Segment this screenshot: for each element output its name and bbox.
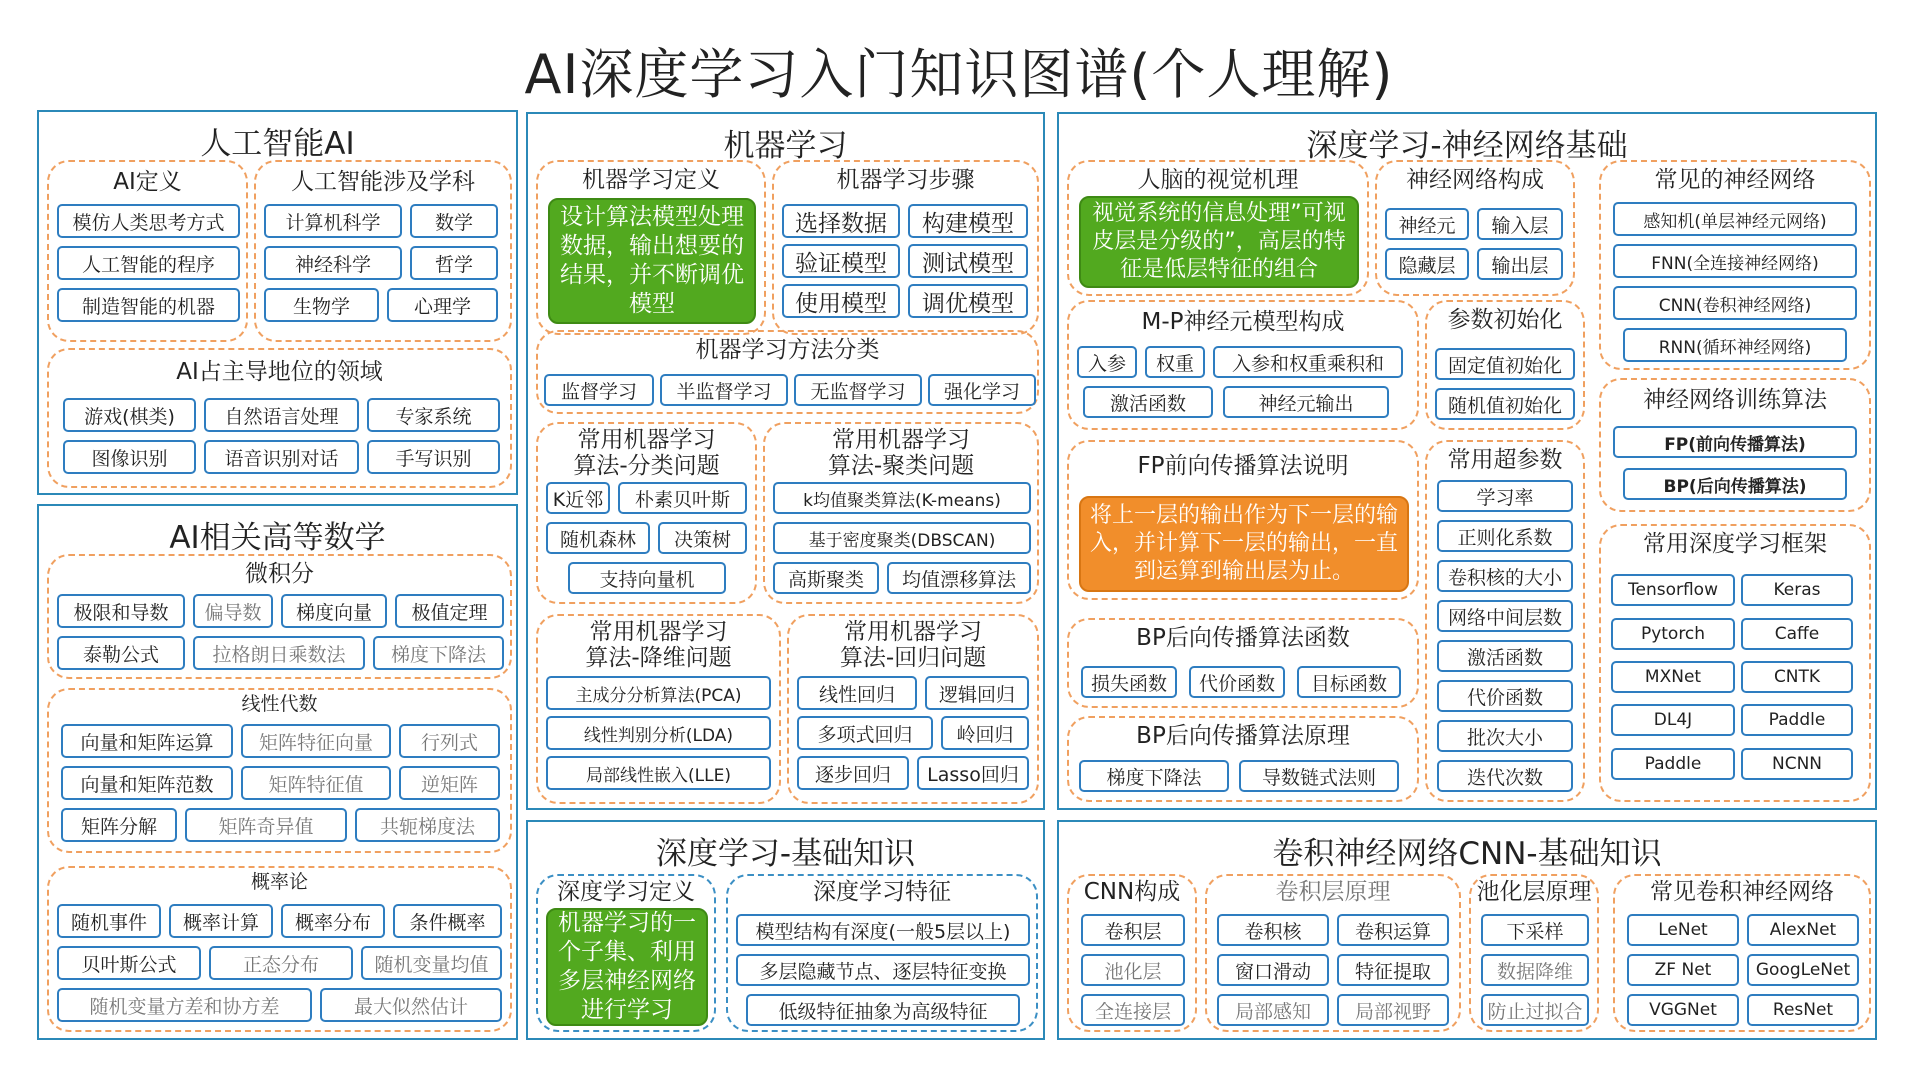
panel-math-title: AI相关高等数学 bbox=[169, 520, 386, 556]
node: 感知机(单层神经元网络) bbox=[1613, 202, 1857, 236]
node: 向量和矩阵范数 bbox=[61, 766, 233, 800]
node: 随机变量均值 bbox=[361, 946, 502, 980]
node: 线性判别分析(LDA) bbox=[546, 716, 771, 750]
node: 卷积层 bbox=[1081, 914, 1185, 946]
node: 哲学 bbox=[410, 246, 498, 280]
node: 随机森林 bbox=[546, 522, 650, 554]
node: 泰勒公式 bbox=[57, 636, 185, 670]
group-ai-subjects bbox=[254, 160, 512, 342]
node: 特征提取 bbox=[1337, 954, 1449, 986]
node: 拉格朗日乘数法 bbox=[193, 636, 365, 670]
node: 梯度下降法 bbox=[373, 636, 504, 670]
group-title: BP后向传播算法原理 bbox=[1136, 723, 1350, 749]
panel-ml-title: 机器学习 bbox=[723, 128, 848, 164]
group-title: 机器学习方法分类 bbox=[695, 337, 880, 363]
node: 数学 bbox=[410, 204, 498, 238]
group-cnn-composition bbox=[1067, 874, 1197, 1032]
node: 激活函数 bbox=[1437, 640, 1573, 672]
group-common-cnn bbox=[1613, 874, 1871, 1032]
node: 神经元输出 bbox=[1223, 386, 1389, 418]
node: 模仿人类思考方式 bbox=[57, 204, 240, 238]
group-title: 常用深度学习框架 bbox=[1643, 531, 1827, 557]
node: 极值定理 bbox=[395, 594, 504, 628]
node: 导数链式法则 bbox=[1239, 760, 1399, 792]
node: 逐步回归 bbox=[797, 756, 909, 790]
node: Lasso回归 bbox=[917, 756, 1029, 790]
node: RNN(循环神经网络) bbox=[1623, 328, 1847, 362]
group-ml-regression bbox=[787, 614, 1039, 804]
node: 逆矩阵 bbox=[399, 766, 500, 800]
group-nn-composition bbox=[1375, 160, 1575, 296]
node: 游戏(棋类) bbox=[63, 398, 196, 432]
node: Caffe bbox=[1741, 618, 1853, 650]
group-title: 常用机器学习 算法-分类问题 bbox=[573, 427, 720, 479]
node: 入参和权重乘积和 bbox=[1213, 346, 1403, 378]
node: 代价函数 bbox=[1437, 680, 1573, 712]
node: 共轭梯度法 bbox=[355, 808, 500, 842]
node: CNN(卷积神经网络) bbox=[1613, 286, 1857, 320]
node: 随机事件 bbox=[57, 904, 161, 938]
node: 岭回归 bbox=[941, 716, 1029, 750]
node: 高斯聚类 bbox=[773, 562, 879, 594]
node: 最大似然估计 bbox=[320, 988, 502, 1022]
node: VGGNet bbox=[1627, 994, 1739, 1026]
node: 池化层 bbox=[1081, 954, 1185, 986]
node: 正态分布 bbox=[209, 946, 353, 980]
group-dl-frameworks bbox=[1599, 524, 1871, 802]
panel-ai-title: 人工智能AI bbox=[200, 126, 355, 162]
node: 低级特征抽象为高级特征 bbox=[746, 994, 1020, 1026]
node: 局部视野 bbox=[1337, 994, 1449, 1026]
node: 固定值初始化 bbox=[1435, 348, 1575, 380]
node: ZF Net bbox=[1627, 954, 1739, 986]
node: 输出层 bbox=[1477, 248, 1563, 280]
node: 行列式 bbox=[399, 724, 500, 758]
node: GoogLeNet bbox=[1747, 954, 1859, 986]
panel-nn bbox=[1057, 112, 1877, 810]
node: 主成分分析算法(PCA) bbox=[546, 676, 771, 710]
group-calculus bbox=[47, 554, 512, 679]
node: 自然语言处理 bbox=[204, 398, 359, 432]
group-ai-fields bbox=[47, 348, 512, 488]
group-conv-layer bbox=[1205, 874, 1461, 1032]
node: 计算机科学 bbox=[264, 204, 402, 238]
node: 入参 bbox=[1077, 346, 1137, 378]
node: 矩阵特征值 bbox=[241, 766, 391, 800]
node: 支持向量机 bbox=[568, 562, 726, 594]
page-title: AI深度学习入门知识图谱(个人理解) bbox=[524, 43, 1394, 106]
group-ml-steps bbox=[772, 160, 1039, 335]
group-title: 卷积层原理 bbox=[1275, 879, 1391, 905]
node: 激活函数 bbox=[1083, 386, 1213, 418]
node: Pytorch bbox=[1611, 618, 1735, 650]
node: 人工智能的程序 bbox=[57, 246, 240, 280]
group-title: 机器学习定义 bbox=[582, 167, 720, 193]
group-probability bbox=[47, 866, 512, 1032]
panel-math bbox=[37, 504, 518, 1040]
group-title: 深度学习特征 bbox=[813, 879, 951, 905]
group-hyperparameters bbox=[1425, 440, 1585, 802]
group-dl-features bbox=[726, 874, 1038, 1032]
group-ai-definition bbox=[47, 160, 248, 342]
node: 无监督学习 bbox=[794, 374, 922, 406]
node: 迭代次数 bbox=[1437, 760, 1573, 792]
node: ResNet bbox=[1747, 994, 1859, 1026]
panel-cnn bbox=[1057, 820, 1877, 1040]
group-title: 参数初始化 bbox=[1447, 307, 1563, 333]
node: Paddle bbox=[1611, 748, 1735, 780]
node: 构建模型 bbox=[908, 204, 1028, 238]
node: Tensorflow bbox=[1611, 574, 1735, 606]
node: 目标函数 bbox=[1297, 666, 1401, 698]
group-title: FP前向传播算法说明 bbox=[1137, 453, 1349, 479]
node: 矩阵奇异值 bbox=[185, 808, 347, 842]
node: 卷积核的大小 bbox=[1437, 560, 1573, 592]
node: 矩阵分解 bbox=[61, 808, 177, 842]
group-bp-principle bbox=[1067, 716, 1419, 802]
group-ml-clustering bbox=[763, 422, 1039, 604]
node: 向量和矩阵运算 bbox=[61, 724, 233, 758]
fp-algorithm-text: 将上一层的输出作为下一层的输入，并计算下一层的输出，一直到运算到输出层为止。 bbox=[1079, 496, 1409, 592]
group-fp-algorithm bbox=[1067, 440, 1419, 600]
node: 偏导数 bbox=[193, 594, 273, 628]
group-ml-classification bbox=[536, 422, 757, 604]
node: 语音识别对话 bbox=[204, 440, 359, 474]
node: 损失函数 bbox=[1081, 666, 1177, 698]
node: 使用模型 bbox=[782, 284, 900, 318]
node: 神经科学 bbox=[264, 246, 402, 280]
group-title: M-P神经元模型构成 bbox=[1141, 309, 1345, 335]
group-title: 线性代数 bbox=[241, 693, 318, 715]
panel-dl-basics bbox=[526, 820, 1045, 1040]
panel-dl-basics-title: 深度学习-基础知识 bbox=[655, 836, 916, 872]
group-title: 深度学习定义 bbox=[557, 879, 695, 905]
group-dl-definition bbox=[536, 874, 716, 1032]
node: 手写识别 bbox=[367, 440, 500, 474]
node: CNTK bbox=[1741, 661, 1853, 693]
group-title: 常用机器学习 算法-聚类问题 bbox=[827, 427, 975, 479]
node: 权重 bbox=[1145, 346, 1205, 378]
group-title: BP后向传播算法函数 bbox=[1136, 625, 1350, 651]
node: 全连接层 bbox=[1081, 994, 1185, 1026]
node: Keras bbox=[1741, 574, 1853, 606]
group-bp-functions bbox=[1067, 618, 1419, 708]
node: 专家系统 bbox=[367, 398, 500, 432]
node: 选择数据 bbox=[782, 204, 900, 238]
node: 网络中间层数 bbox=[1437, 600, 1573, 632]
node: 监督学习 bbox=[544, 374, 654, 406]
node: 概率计算 bbox=[169, 904, 273, 938]
node: 下采样 bbox=[1481, 914, 1589, 946]
node: 局部线性嵌入(LLE) bbox=[546, 756, 771, 790]
group-common-nn bbox=[1599, 160, 1871, 370]
group-title: 人脑的视觉机理 bbox=[1137, 167, 1299, 193]
node: 随机值初始化 bbox=[1435, 388, 1575, 420]
node: 防止过拟合 bbox=[1481, 994, 1589, 1026]
node: DL4J bbox=[1611, 704, 1735, 736]
panel-cnn-title: 卷积神经网络CNN-基础知识 bbox=[1272, 836, 1662, 872]
node: 心理学 bbox=[387, 288, 498, 322]
node: 正则化系数 bbox=[1437, 520, 1573, 552]
node: FP(前向传播算法) bbox=[1613, 426, 1857, 458]
node: 模型结构有深度(一般5层以上) bbox=[736, 914, 1030, 946]
node: 测试模型 bbox=[908, 244, 1028, 278]
node: 卷积运算 bbox=[1337, 914, 1449, 946]
group-title: CNN构成 bbox=[1083, 879, 1181, 905]
node: 数据降维 bbox=[1481, 954, 1589, 986]
node: 局部感知 bbox=[1217, 994, 1329, 1026]
group-brain-vision bbox=[1067, 160, 1369, 296]
node: 朴素贝叶斯 bbox=[618, 482, 747, 514]
group-param-init bbox=[1425, 300, 1585, 430]
node: 输入层 bbox=[1477, 208, 1563, 240]
panel-ai bbox=[37, 110, 518, 495]
node: 半监督学习 bbox=[660, 374, 788, 406]
node: 逻辑回归 bbox=[925, 676, 1029, 710]
group-mp-neuron bbox=[1067, 300, 1419, 430]
node: NCNN bbox=[1741, 748, 1853, 780]
group-pool-layer bbox=[1469, 874, 1599, 1032]
group-title: 人工智能涉及学科 bbox=[291, 169, 475, 195]
node: 多项式回归 bbox=[797, 716, 933, 750]
group-ml-methods bbox=[536, 330, 1039, 414]
group-title: AI占主导地位的领域 bbox=[176, 359, 383, 385]
group-title: 池化层原理 bbox=[1476, 879, 1592, 905]
panel-nn-title: 深度学习-神经网络基础 bbox=[1306, 128, 1628, 164]
group-title: 神经网络构成 bbox=[1406, 167, 1544, 193]
group-title: 常用机器学习 算法-降维问题 bbox=[585, 619, 732, 671]
ml-definition-text: 设计算法模型处理数据，输出想要的结果，并不断调优模型 bbox=[548, 198, 756, 324]
group-title: 微积分 bbox=[245, 561, 314, 587]
node: 梯度向量 bbox=[281, 594, 387, 628]
node: 学习率 bbox=[1437, 480, 1573, 512]
node: 代价函数 bbox=[1189, 666, 1285, 698]
node: 线性回归 bbox=[797, 676, 917, 710]
node: BP(后向传播算法) bbox=[1623, 468, 1847, 500]
node: 验证模型 bbox=[782, 244, 900, 278]
group-ml-dim-reduction bbox=[536, 614, 781, 804]
node: LeNet bbox=[1627, 914, 1739, 946]
group-title: 神经网络训练算法 bbox=[1643, 387, 1827, 413]
node: Paddle bbox=[1741, 704, 1853, 736]
node: 贝叶斯公式 bbox=[57, 946, 201, 980]
group-ml-definition bbox=[536, 160, 766, 335]
node: 决策树 bbox=[658, 522, 747, 554]
node: 窗口滑动 bbox=[1217, 954, 1329, 986]
node: 均值漂移算法 bbox=[887, 562, 1031, 594]
node: 矩阵特征向量 bbox=[241, 724, 391, 758]
node: 制造智能的机器 bbox=[57, 288, 240, 322]
node: 概率分布 bbox=[281, 904, 385, 938]
node: 生物学 bbox=[264, 288, 379, 322]
node: 卷积核 bbox=[1217, 914, 1329, 946]
node: 神经元 bbox=[1385, 208, 1469, 240]
node: FNN(全连接神经网络) bbox=[1613, 244, 1857, 278]
group-title: 常见卷积神经网络 bbox=[1650, 879, 1834, 905]
group-title: 常用机器学习 算法-回归问题 bbox=[839, 619, 987, 671]
node: k均值聚类算法(K-means) bbox=[773, 482, 1031, 514]
node: AlexNet bbox=[1747, 914, 1859, 946]
node: 随机变量方差和协方差 bbox=[57, 988, 312, 1022]
node: 调优模型 bbox=[908, 284, 1028, 318]
group-linear-algebra bbox=[47, 688, 512, 853]
dl-definition-text: 机器学习的一个子集、利用多层神经网络进行学习 bbox=[546, 908, 708, 1026]
group-title: AI定义 bbox=[113, 169, 182, 195]
node: MXNet bbox=[1611, 661, 1735, 693]
group-title: 概率论 bbox=[250, 871, 308, 893]
node: K近邻 bbox=[546, 482, 610, 514]
node: 强化学习 bbox=[928, 374, 1036, 406]
node: 条件概率 bbox=[393, 904, 502, 938]
node: 图像识别 bbox=[63, 440, 196, 474]
group-title: 常见的神经网络 bbox=[1654, 167, 1816, 193]
group-nn-training bbox=[1599, 378, 1871, 512]
node: 基于密度聚类(DBSCAN) bbox=[773, 522, 1031, 554]
brain-vision-text: 视觉系统的信息处理”可视皮层是分级的”，高层的特征是低层特征的组合 bbox=[1079, 196, 1359, 288]
panel-ml bbox=[526, 112, 1045, 810]
node: 极限和导数 bbox=[57, 594, 185, 628]
node: 梯度下降法 bbox=[1079, 760, 1229, 792]
node: 多层隐藏节点、逐层特征变换 bbox=[736, 954, 1030, 986]
group-title: 常用超参数 bbox=[1447, 447, 1563, 473]
node: 隐藏层 bbox=[1385, 248, 1469, 280]
group-title: 机器学习步骤 bbox=[836, 167, 975, 193]
node: 批次大小 bbox=[1437, 720, 1573, 752]
